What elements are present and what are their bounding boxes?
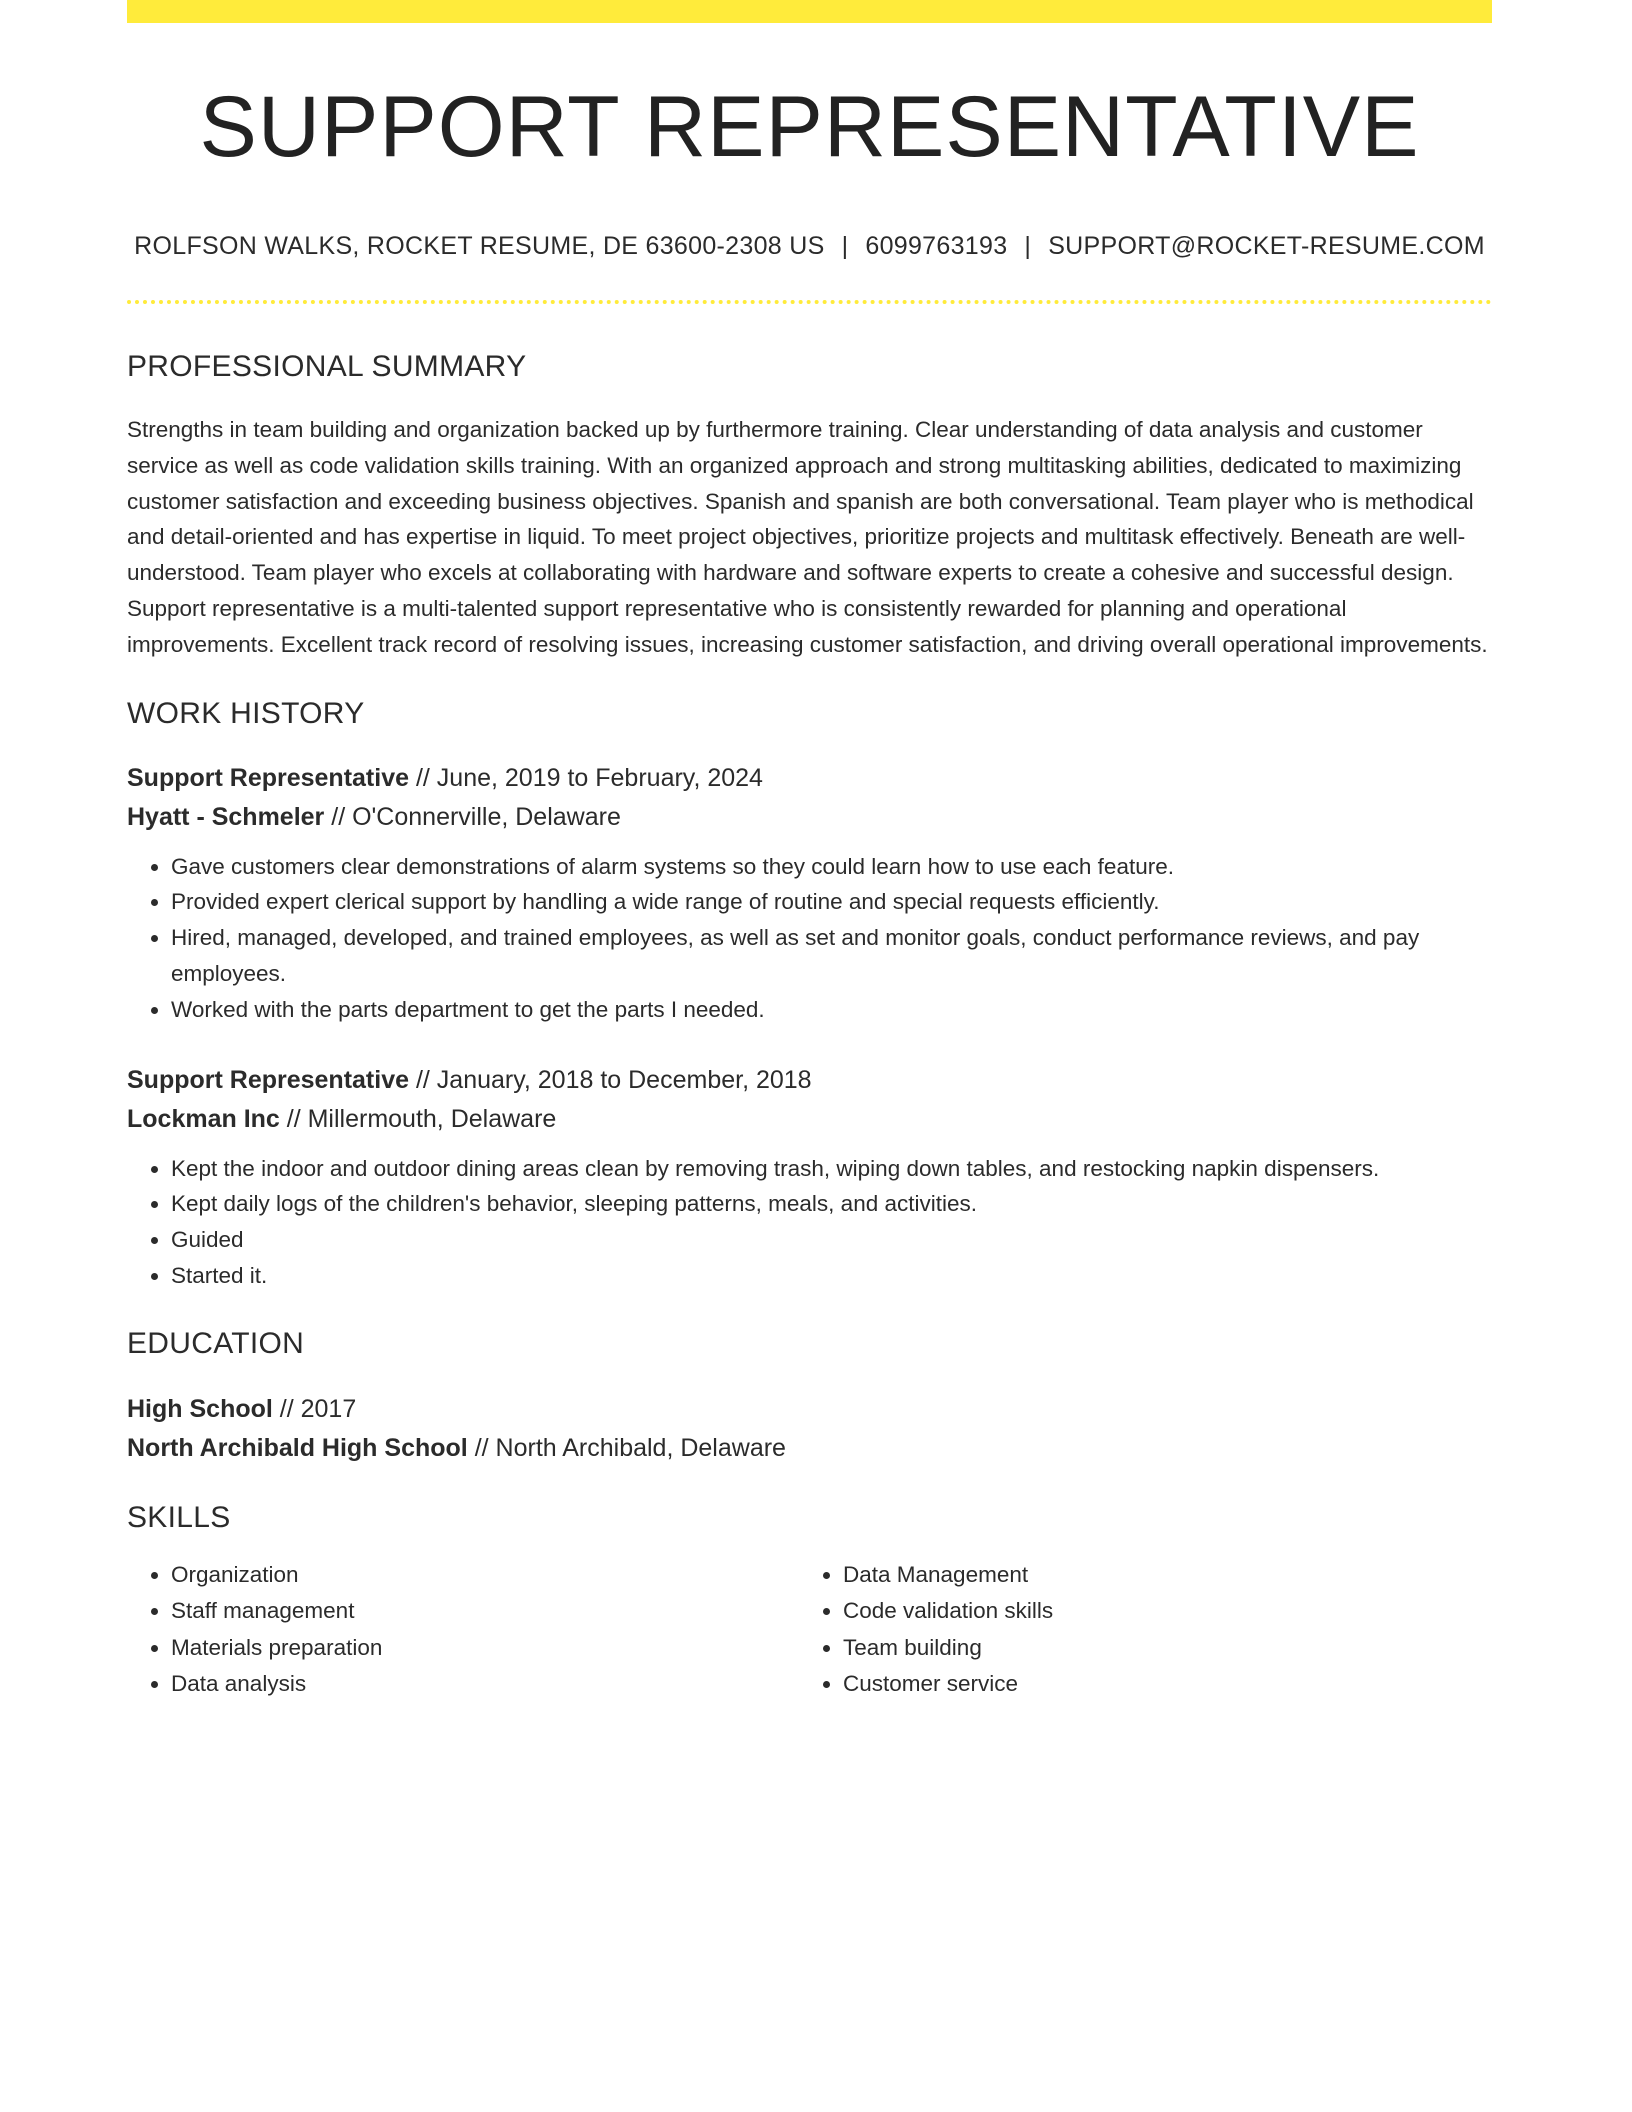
education-entry — [127, 1390, 1492, 1468]
list-item: • Customer service — [843, 1666, 1471, 1703]
list-item: • Data Management — [843, 1557, 1471, 1594]
education-year: // 2017 — [272, 1394, 357, 1423]
job-dates: // January, 2018 to December, 2018 — [409, 1065, 812, 1094]
job-company-line — [127, 1100, 1492, 1139]
list-item: • Organization — [171, 1557, 799, 1594]
list-item: • Data analysis — [171, 1666, 799, 1703]
job-role: Support Representative — [127, 763, 410, 792]
job-role: Support Representative — [127, 1065, 410, 1094]
education-school-line — [127, 1429, 1492, 1468]
list-item: • Team building — [843, 1630, 1471, 1667]
resume-page — [127, 0, 1492, 1703]
job-role-line — [127, 1061, 1492, 1100]
job-role-line — [127, 759, 1492, 798]
contact-phone: 6099763193 — [865, 232, 1008, 260]
contact-line — [127, 232, 1492, 261]
job-entry — [127, 759, 1492, 1028]
list-item: • Worked with the parts department to get the parts I needed. — [171, 992, 1492, 1028]
list-item: • Kept the indoor and outdoor dining areas clean by removing trash, wiping down tables, and restocking napkin dispensers. — [171, 1151, 1492, 1187]
work-history-title: WORK HISTORY — [127, 696, 365, 730]
job-company: Hyatt - Schmeler — [127, 802, 325, 831]
job-company-line — [127, 798, 1492, 837]
dotted-divider — [127, 300, 1492, 304]
list-item: • Gave customers clear demonstrations of alarm systems so they could learn how to use each feature. — [171, 849, 1492, 885]
summary-title: PROFESSIONAL SUMMARY — [127, 350, 527, 383]
job-location: // O'Connerville, Delaware — [324, 802, 621, 831]
skills-grid — [127, 1557, 1492, 1703]
education-location: // North Archibald, Delaware — [467, 1433, 786, 1462]
accent-top-bar — [127, 0, 1492, 23]
education-degree: High School — [127, 1394, 273, 1423]
contact-email: SUPPORT@ROCKET-RESUME.COM — [1048, 232, 1485, 260]
skills-column-left — [127, 1557, 799, 1703]
list-item: • Guided — [171, 1222, 1492, 1258]
job-dates: // June, 2019 to February, 2024 — [409, 763, 763, 792]
job-location: // Millermouth, Delaware — [279, 1104, 557, 1133]
job-company: Lockman Inc — [127, 1104, 280, 1133]
education-title: EDUCATION — [127, 1326, 305, 1360]
list-item: • Staff management — [171, 1593, 799, 1630]
skills-list — [799, 1557, 1471, 1703]
contact-separator: | — [1024, 232, 1032, 260]
resume-name: SUPPORT REPRESENTATIVE — [199, 79, 1420, 175]
contact-separator: | — [841, 232, 849, 260]
job-bullets — [127, 849, 1492, 1028]
education-school: North Archibald High School — [127, 1433, 468, 1462]
list-item: • Hired, managed, developed, and trained employees, as well as set and monitor goals, conduct performance reviews, and pay employees. — [171, 920, 1492, 992]
summary-text: Strengths in team building and organization backed up by furthermore training. Clear understanding of data analysis and customer service as well as code validation skills training. With an organized approach and strong multitasking abilities, dedicated to maximizing customer satisfaction and exceeding business objectives. Spanish and spanish are both conversational. Team player who is methodical and detail-oriented and has expertise in liquid. To meet project objectives, prioritize projects and multitask effectively. Beneath are well-understood. Team player who excels at collaborating with hardware and software experts to create a cohesive and successful design. Support representative is a multi-talented support representative who is consistently rewarded for planning and operational improvements. Excellent track record of resolving issues, increasing customer satisfaction, and driving overall operational improvements. — [127, 417, 1488, 657]
list-item: • Started it. — [171, 1258, 1492, 1294]
job-bullets — [127, 1151, 1492, 1294]
contact-address: ROLFSON WALKS, ROCKET RESUME, DE 63600-2308 US — [134, 232, 825, 260]
list-item: • Kept daily logs of the children's behavior, sleeping patterns, meals, and activities. — [171, 1186, 1492, 1222]
list-item: • Materials preparation — [171, 1630, 799, 1667]
skills-title: SKILLS — [127, 1500, 231, 1534]
skills-column-right — [799, 1557, 1471, 1703]
skills-list — [127, 1557, 799, 1703]
list-item: • Code validation skills — [843, 1593, 1471, 1630]
list-item: • Provided expert clerical support by handling a wide range of routine and special requests efficiently. — [171, 884, 1492, 920]
education-degree-line — [127, 1390, 1492, 1429]
job-entry — [127, 1061, 1492, 1294]
